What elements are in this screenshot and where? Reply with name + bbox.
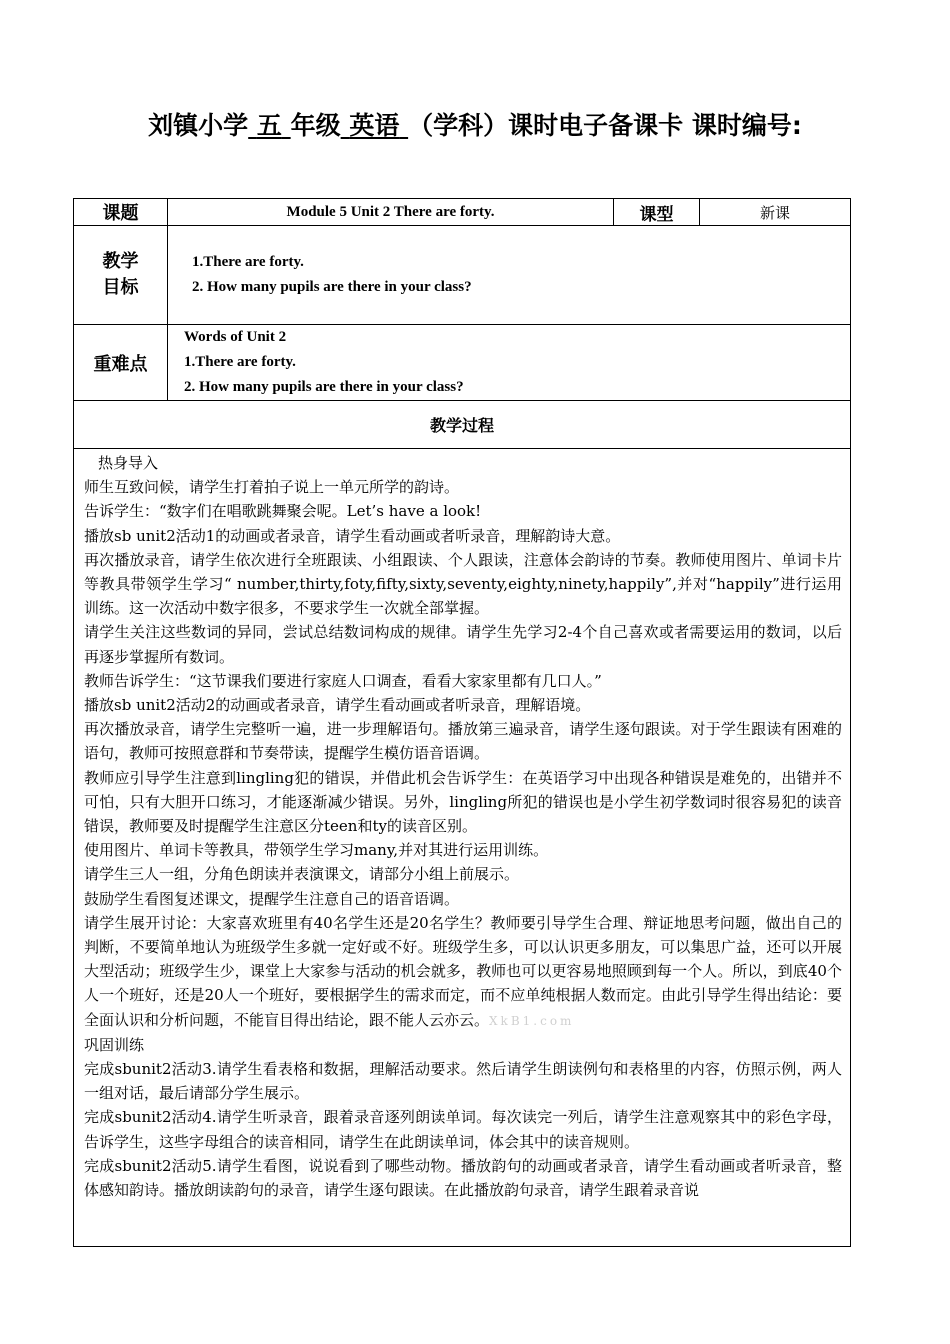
key-item: 1.There are forty.: [184, 354, 296, 370]
goals-row: [74, 226, 851, 325]
process-content: [74, 449, 851, 1247]
section-heading-warmup: 热身导入: [98, 454, 159, 472]
process-paragraph: 请学生三人一组，分角色朗读并表演课文，请部分小组上前展示。: [84, 865, 520, 884]
goal-item: 2. How many pupils are there in your class?: [192, 279, 472, 295]
topic-row: [74, 199, 851, 226]
type-label: 课型: [614, 199, 700, 226]
process-paragraph: 再次播放录音，请学生完整听一遍，进一步理解语句。播放第三遍录音，请学生逐句跟读。对于学生跟读有困难的语句，教师可按照意群和节奏带读，提醒学生模仿语音语调。: [84, 720, 842, 763]
process-paragraph: 请学生关注这些数词的异同，尝试总结数词构成的规律。请学生先学习2-4个自己喜欢或者需要运用的数词，以后再逐步掌握所有数词。: [84, 623, 842, 666]
process-paragraph: 教师告诉学生：“这节课我们要进行家庭人口调查，看看大家家里都有几口人。”: [84, 671, 602, 690]
goals-content: [168, 226, 851, 325]
topic-value: Module 5 Unit 2 There are forty.: [168, 199, 614, 226]
goal-item: 1.There are forty.: [192, 254, 304, 270]
process-paragraph: 师生互致问候，请学生打着拍子说上一单元所学的韵诗。: [84, 478, 460, 497]
process-paragraph: 再次播放录音，请学生依次进行全班跟读、小组跟读、个人跟读，注意体会韵诗的节奏。教师使用图片、单词卡片等教具带领学生学习“ number,thirty,foty,fifty,sixty,seventy,eighty,ninety,happily”,并对“happily”进行运用训练。这一次活动中数字很多，不要求学生一次就全部掌握。: [84, 550, 842, 618]
lesson-card-table: [73, 198, 851, 1247]
title-rest: （学科）课时电子备课卡 课时编号:: [408, 111, 802, 140]
process-paragraph-discussion: [84, 911, 842, 1033]
grade-suffix: 年级: [290, 111, 341, 140]
process-paragraph: 完成sbunit2活动3.请学生看表格和数据，理解活动要求。然后请学生朗读例句和表格里的内容，仿照示例，两人一组对话，最后请部分学生展示。: [84, 1060, 842, 1103]
watermark: XkB1.com: [489, 1013, 575, 1028]
process-paragraph: 教师应引导学生注意到lingling犯的错误，并借此机会告诉学生：在英语学习中出现各种错误是难免的，出错并不可怕，只有大胆开口练习，才能逐渐减少错误。另外，lingling所犯的错误也是小学生初学数词时很容易犯的读音错误，教师要及时提醒学生注意区分teen和ty的读音区别。: [84, 768, 842, 836]
process-header-row: [74, 401, 851, 449]
key-item: Words of Unit 2: [184, 329, 287, 345]
process-paragraph: 完成sbunit2活动4.请学生听录音，跟着录音逐列朗读单词。每次读完一列后，请学生注意观察其中的彩色字母，告诉学生，这些字母组合的读音相同，请学生在此朗读单词，体会其中的读音规则。: [84, 1108, 842, 1151]
keys-label: 重难点: [74, 325, 168, 401]
process-paragraph: 鼓励学生看图复述课文，提醒学生注意自己的语音语调。: [84, 889, 460, 908]
process-paragraph: 使用图片、单词卡等教具，带领学生学习many,并对其进行运用训练。: [84, 841, 549, 860]
keys-row: [74, 325, 851, 401]
topic-label: 课题: [74, 199, 168, 226]
school-name: 刘镇小学: [148, 111, 249, 140]
goals-label-line1: 教学: [102, 251, 139, 272]
discussion-text: 请学生展开讨论：大家喜欢班里有40名学生还是20名学生？教师要引导学生合理、辩证地思考问题，做出自己的判断，不要简单地认为班级学生多就一定好或不好。班级学生多，可以认识更多朋友，可以集思广益，还可以开展大型活动；班级学生少，课堂上大家参与活动的机会就多，教师也可以更容易地照顾到每一个人。所以，到底40个人一个班好，还是20人一个班好，要根据学生的需求而定，而不应单纯根据人数而定。由此引导学生得出结论：要全面认识和分析问题，不能盲目得出结论，跟不能人云亦云。: [84, 913, 842, 1029]
key-item: 2. How many pupils are there in your class?: [184, 379, 464, 395]
process-row: [74, 449, 851, 1247]
process-paragraph: 告诉学生：“数字们在唱歌跳舞聚会呢。Let’s have a look!: [84, 502, 482, 521]
goals-label: [74, 226, 168, 325]
process-paragraph: 完成sbunit2活动5.请学生看图，说说看到了哪些动物。播放韵句的动画或者录音，请学生看动画或者听录音，整体感知韵诗。播放朗读韵句的录音，请学生逐句跟读。在此播放韵句录音，请学生跟着录音说: [84, 1156, 842, 1200]
section-heading-practice: 巩固训练: [84, 1035, 145, 1054]
page-title: [72, 104, 878, 148]
goals-label-line2: 目标: [102, 277, 139, 298]
process-label: 教学过程: [74, 401, 851, 449]
subject-value: 英语: [349, 111, 400, 140]
grade-value: 五: [256, 111, 282, 140]
type-value: 新课: [700, 199, 851, 226]
process-paragraph: 播放sb unit2活动1的动画或者录音，请学生看动画或者听录音，理解韵诗大意。: [84, 526, 621, 545]
process-paragraph: 播放sb unit2活动2的动画或者录音，请学生看动画或者听录音，理解语境。: [84, 696, 591, 715]
keys-content: [168, 325, 851, 401]
